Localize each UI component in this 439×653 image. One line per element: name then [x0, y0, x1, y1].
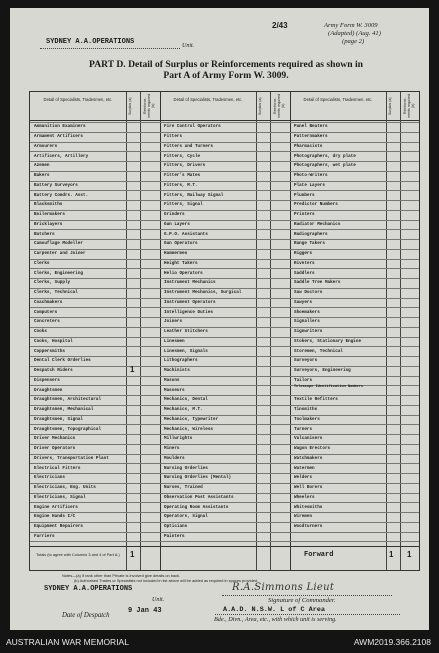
row-divider: [30, 181, 419, 182]
note-line: (b) Authorised Trades or Specialists not included in list above will be added as required in spaces provided.: [74, 578, 259, 583]
specialist-row-label: Camouflage Modeller: [34, 241, 83, 247]
unit-underline: [40, 48, 180, 49]
specialist-row-label: Clerks, Supply: [34, 280, 71, 286]
specialist-row-label: Farriers: [34, 533, 55, 539]
specialist-row-label: Battery Comdrs. Asst.: [34, 192, 89, 198]
specialist-row-label: Shoemakers: [294, 309, 320, 315]
row-divider: [30, 298, 419, 299]
totals-row: [30, 546, 419, 570]
specialist-row-label: Nurses, Trained: [164, 485, 203, 491]
specialist-row-label: Grinders: [164, 212, 185, 218]
row-divider: [30, 210, 419, 211]
row-divider: [30, 541, 419, 542]
specialist-row-label: Instrument Mechanics, Surgical: [164, 290, 242, 296]
row-divider: [30, 229, 419, 230]
specialist-row-label: Fitters, Signal: [164, 202, 203, 208]
specialist-row-label: Fire Control Operators: [164, 124, 221, 130]
specialist-row-label: Fitter's Mates: [164, 173, 201, 179]
form-ref-line: Army Form W. 3009: [324, 22, 378, 29]
specialist-row-label: Instrument Mechanics: [164, 280, 216, 286]
row-divider: [30, 327, 419, 328]
specialist-row-label: Textile Refitters: [294, 397, 338, 403]
specialist-row-label: Driver Mechanics: [34, 436, 76, 442]
row-divider: [30, 444, 419, 445]
commander-signature: R.A.Simmons Lieut: [232, 582, 335, 593]
specialist-row-label: Coppersmiths: [34, 348, 65, 354]
specialist-row-label: Radiator Mechanics: [294, 221, 341, 227]
formation-label: Bde., Divn., Area, etc., with which unit is serving.: [214, 616, 337, 623]
archive-accession: AWM2019.366.2108: [353, 637, 431, 647]
specialist-row-label: Wheelers: [294, 494, 315, 500]
row-divider: [30, 317, 419, 318]
header-specialist-label: Detail of Specialists, Tradesmen, etc.: [303, 97, 373, 102]
specialist-row-label: Bricklayers: [34, 221, 63, 227]
specialist-row-label: Carpenter and Joiner: [34, 251, 86, 257]
specialist-row-label: Cooks, Hospital: [34, 338, 73, 344]
specialist-row-label: Cooks: [34, 329, 47, 335]
specialist-row-label: Intelligence Duties: [164, 309, 213, 315]
footer-unit-typed: SYDNEY A.A.OPERATIONS: [44, 585, 133, 593]
specialist-row-label: Telescope Identification Numbers: [294, 385, 364, 390]
specialist-row-label: Saddle Tree Makers: [294, 280, 341, 286]
column-divider: [400, 547, 401, 570]
specialist-row-label: Despatch Riders: [34, 368, 73, 374]
row-divider: [30, 132, 419, 133]
row-divider: [30, 454, 419, 455]
specialist-row-label: Welders: [294, 475, 313, 481]
row-divider: [30, 473, 419, 474]
specialist-row-label: Tailors: [294, 377, 313, 383]
notes: [48, 573, 258, 583]
specialist-row-label: Instrument Operators: [164, 299, 216, 305]
header-surplus-label: Surplus (a): [388, 97, 392, 115]
specialist-row-label: Observation Post Assistants: [164, 494, 234, 500]
specialist-row-label: Battery Surveyors: [34, 182, 78, 188]
row-divider: [30, 200, 419, 201]
column-divider: [270, 92, 271, 570]
table-header: [30, 92, 419, 121]
column-divider: [140, 92, 141, 570]
signature-underline: [222, 595, 392, 596]
specialist-row-label: Mechanics, Wireless: [164, 426, 213, 432]
row-divider: [30, 259, 419, 260]
row-divider: [30, 366, 419, 367]
form-sheet: [10, 8, 429, 630]
specialist-row-label: Watchmakers: [294, 455, 323, 461]
specialist-row-label: Pharmacists: [294, 143, 323, 149]
row-divider: [30, 122, 419, 123]
column-divider: [160, 547, 161, 570]
specialist-row-label: Panel Beaters: [294, 124, 328, 130]
specialist-row-label: G.P.O. Assistants: [164, 231, 208, 237]
specialist-row-label: Azemen: [34, 163, 50, 169]
specialist-row-label: Woodturners: [294, 524, 323, 530]
note-line: Notes—(a) If rank other than Private is involved give details on back.: [62, 573, 181, 578]
header-surplus-label: Surplus (a): [258, 97, 262, 115]
specialist-row-label: Photographers, dry plate: [294, 153, 356, 159]
despatch-date: 9 Jan 43: [128, 607, 162, 615]
despatch-riders-surplus-entry: 1: [130, 364, 135, 374]
header-specialist-label: Detail of Specialists, Tradesmen, etc.: [173, 97, 243, 102]
specialist-row-label: Moulders: [164, 455, 185, 461]
specialist-row-label: Surveyors: [294, 358, 318, 364]
specialist-row-label: Whitesmiths: [294, 504, 323, 510]
specialist-row-label: Photographers, wet plate: [294, 163, 356, 169]
specialist-row-label: Machinists: [164, 368, 190, 374]
header-reinforcements-label: Reinforce-ments required (b): [403, 94, 415, 118]
row-divider: [30, 434, 419, 435]
column-divider: [256, 92, 257, 570]
specialist-row-label: Draughtsmen: [34, 387, 63, 393]
specialist-row-label: Plumbers: [294, 192, 315, 198]
specialist-row-label: Engine Artificers: [34, 504, 78, 510]
row-divider: [30, 405, 419, 406]
specialist-row-label: Painters: [164, 533, 185, 539]
specialist-row-label: Coachmakers: [34, 299, 63, 305]
specialist-row-label: Concreters: [34, 319, 60, 325]
specialist-row-label: Patternmakers: [294, 134, 328, 140]
forward-reinforcements-value: 1: [407, 550, 412, 559]
row-divider: [30, 512, 419, 513]
row-divider: [30, 395, 419, 396]
row-divider: [30, 522, 419, 523]
specialist-row-label: Signallers: [294, 319, 320, 325]
row-divider: [30, 190, 419, 191]
specialist-row-label: Wagon Erectors: [294, 446, 331, 452]
column-divider: [290, 92, 291, 570]
specialist-row-label: Opticians: [164, 524, 188, 530]
archive-caption-bar: [0, 630, 439, 653]
specialist-row-label: Engine Hands I/C: [34, 514, 76, 520]
specialist-row-label: Riggers: [294, 251, 313, 257]
column-divider: [386, 92, 387, 570]
specialist-row-label: Watermen: [294, 465, 315, 471]
specialist-row-label: Nursing Orderlies: [164, 465, 208, 471]
specialist-row-label: Linesmen: [164, 338, 185, 344]
specialist-row-label: Gun Layers: [164, 221, 190, 227]
specialist-row-label: Clerks, Engineering: [34, 270, 83, 276]
specialist-row-label: Sawyers: [294, 299, 313, 305]
column-divider: [160, 92, 161, 570]
date-label: Date of Despatch: [62, 612, 110, 619]
specialist-row-label: Fitters, Cycle: [164, 153, 201, 159]
specialist-row-label: Printers: [294, 212, 315, 218]
row-divider: [30, 356, 419, 357]
specialist-row-label: Electricians, Signal: [34, 494, 86, 500]
specialist-row-label: Stokers, Stationary Engine: [294, 338, 362, 344]
column-divider: [386, 547, 387, 570]
specialist-row-label: Driver Operators: [34, 446, 76, 452]
row-divider: [30, 151, 419, 152]
specialist-row-label: Draughtsmen, Mechanical: [34, 407, 94, 413]
specialist-row-label: Fitters and Turners: [164, 143, 213, 149]
column-divider: [126, 547, 127, 570]
row-divider: [30, 220, 419, 221]
part-title: [30, 59, 422, 81]
footer-unit-label: Unit.: [152, 597, 165, 603]
row-divider: [30, 268, 419, 269]
specialist-row-label: Turners: [294, 426, 313, 432]
specialist-row-label: Electricians, Eng. Units: [34, 485, 96, 491]
page-number: 2/43: [272, 21, 288, 30]
specialist-row-label: Miners: [164, 446, 180, 452]
specialist-row-label: Electrical Fitters: [34, 465, 81, 471]
specialist-row-label: Radiographers: [294, 231, 328, 237]
specialist-row-label: Clerks, Technical: [34, 290, 78, 296]
specialist-row-label: Predictor Numbers: [294, 202, 338, 208]
specialist-row-label: Draughtsmen, Signal: [34, 416, 83, 422]
row-divider: [30, 424, 419, 425]
specialist-row-label: Riveters: [294, 260, 315, 266]
specialist-row-label: Gun Operators: [164, 241, 198, 247]
specialist-row-label: Well Borers: [294, 485, 323, 491]
specialist-row-label: Clerks: [34, 260, 50, 266]
column-divider: [256, 547, 257, 570]
specialists-table: [29, 91, 420, 571]
specialist-row-label: Mechanics, Dental: [164, 397, 208, 403]
specialist-row-label: Tinsmiths: [294, 407, 318, 413]
specialist-row-label: Range Takers: [294, 241, 325, 247]
specialist-row-label: Boilermakers: [34, 212, 65, 218]
row-divider: [30, 376, 419, 377]
specialist-row-label: Saddlers: [294, 270, 315, 276]
form-ref-line: (Adapted) (Aug. 41): [328, 30, 381, 37]
specialist-row-label: Draughtsmen, Architectural: [34, 397, 102, 403]
row-divider: [30, 239, 419, 240]
specialist-row-label: Fitters, Railway Signal: [164, 192, 224, 198]
specialist-row-label: Blacksmiths: [34, 202, 63, 208]
specialist-row-label: Saw Doctors: [294, 290, 323, 296]
row-divider: [30, 278, 419, 279]
specialist-row-label: Armourers: [34, 143, 58, 149]
specialist-row-label: Fitters, M.T.: [164, 182, 198, 188]
row-divider: [30, 337, 419, 338]
part-title-line: PART D. Detail of Surplus or Reinforcements required as shown in: [89, 59, 363, 70]
specialist-row-label: Equipment Repairers: [34, 524, 83, 530]
row-divider: [30, 463, 419, 464]
specialist-row-label: Dental Clerk Orderlies: [34, 358, 91, 364]
header-reinforcements-label: Reinforce-ments required (b): [273, 94, 285, 118]
row-divider: [30, 346, 419, 347]
row-divider: [30, 161, 419, 162]
specialist-row-label: Artificers, Artillery: [34, 153, 89, 159]
column-divider: [400, 92, 401, 570]
unit-label: Unit.: [182, 43, 195, 49]
column-divider: [126, 92, 127, 570]
specialist-row-label: Butchers: [34, 231, 55, 237]
forward-surplus-value: 1: [389, 550, 394, 559]
form-reference: [324, 22, 381, 46]
specialist-row-label: Nursing Orderlies (Mental): [164, 475, 232, 481]
specialist-row-label: Photo-Writers: [294, 173, 328, 179]
specialist-row-label: Lithographers: [164, 358, 198, 364]
header-surplus-label: Surplus (a): [128, 97, 132, 115]
specialist-row-label: Armament Artificers: [34, 134, 83, 140]
specialist-row-label: Plate Layers: [294, 182, 325, 188]
specialist-row-label: Ammunition Examiners: [34, 124, 86, 130]
specialist-row-label: Electricians: [34, 475, 65, 481]
signature-label: Signature of Commander.: [268, 597, 336, 604]
specialist-row-label: Vulcanisers: [294, 436, 323, 442]
specialist-row-label: Height Takers: [164, 260, 198, 266]
specialist-row-label: Draughtsmen, Topographical: [34, 426, 102, 432]
specialist-row-label: Joiners: [164, 319, 183, 325]
row-divider: [30, 483, 419, 484]
specialist-row-label: Operating Room Assistants: [164, 504, 229, 510]
specialist-row-label: Dispensers: [34, 377, 60, 383]
specialist-row-label: Signwriters: [294, 329, 323, 335]
archive-name: AUSTRALIAN WAR MEMORIAL: [6, 637, 129, 647]
specialist-row-label: Hammermen: [164, 251, 188, 257]
column-divider: [270, 547, 271, 570]
part-title-line: Part A of Army Form W. 3009.: [163, 70, 289, 81]
specialist-row-label: Bakers: [34, 173, 50, 179]
specialist-row-label: Storemen, Technical: [294, 348, 343, 354]
row-divider: [30, 307, 419, 308]
specialist-row-label: Fitters: [164, 134, 183, 140]
specialist-row-label: Toolmakers: [294, 416, 320, 422]
specialist-row-label: Masseurs: [164, 387, 185, 393]
totals-surplus-value: 1: [130, 550, 135, 559]
specialist-row-label: Drivers, Transportation Plant: [34, 455, 109, 461]
totals-label: Totals (to agree with Columns 3 and 4 of Part A.): [36, 552, 120, 557]
row-divider: [30, 288, 419, 289]
unit-name-typed: SYDNEY A.A.OPERATIONS: [46, 38, 135, 46]
header-reinforcements-label: Reinforce-ments required (b): [143, 94, 155, 118]
specialist-row-label: Millwrights: [164, 436, 193, 442]
specialist-row-label: Linesmen, Signals: [164, 348, 208, 354]
column-divider: [290, 547, 291, 570]
column-divider: [140, 547, 141, 570]
specialist-row-label: Leather Stitchers: [164, 329, 208, 335]
form-ref-line: (page 2): [342, 38, 365, 45]
specialist-row-label: Wiremen: [294, 514, 313, 520]
row-divider: [30, 249, 419, 250]
row-divider: [30, 171, 419, 172]
header-specialist-label: Detail of Specialists, Tradesmen, etc.: [43, 97, 113, 102]
row-divider: [30, 493, 419, 494]
specialist-row-label: Mechanics, M.T.: [164, 407, 203, 413]
row-divider: [30, 502, 419, 503]
row-divider: [30, 415, 419, 416]
specialist-row-label: Helio Operators: [164, 270, 203, 276]
specialist-row-label: Computers: [34, 309, 58, 315]
specialist-row-label: Fitters, Drivers: [164, 163, 206, 169]
specialist-row-label: Masons: [164, 377, 180, 383]
specialist-row-label: Operators, Signal: [164, 514, 208, 520]
forward-label: Forward: [304, 551, 334, 559]
specialist-row-label: Mechanics, Typewriter: [164, 416, 219, 422]
row-divider: [30, 142, 419, 143]
row-divider: [30, 532, 419, 533]
formation-typed: A.A.D. N.S.W. L of C Area: [223, 606, 325, 614]
specialist-row-label: Surveyors, Engineering: [294, 368, 351, 374]
formation-underline: [215, 614, 400, 615]
